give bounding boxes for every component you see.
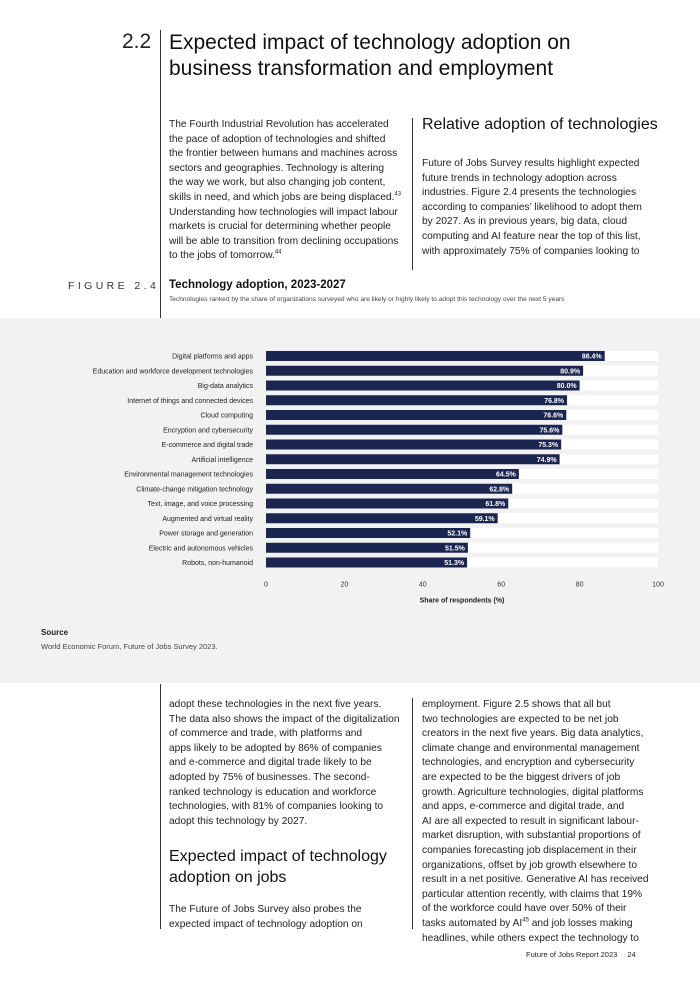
text-line: market disruption, with substantial proportions of — [422, 830, 641, 842]
text-line: AI are all expected to result in significant labour- — [422, 815, 639, 827]
bar — [266, 366, 583, 376]
section-title — [169, 30, 629, 82]
text-line: The data also shows the impact of the digitalization — [169, 713, 400, 725]
page-number: 24 — [627, 950, 636, 959]
text-line: sectors and geographies. Technology is altering — [169, 162, 385, 174]
text-line: creators in the next five years. Big data analytics, — [422, 728, 644, 740]
value-label: 62.8% — [489, 486, 510, 494]
text-line: climate change and environmental management — [422, 742, 640, 754]
text-line: will be able to transition from declining occupations — [169, 235, 399, 247]
bar — [266, 454, 560, 464]
value-label: 80.9% — [560, 368, 581, 376]
text-line: and apps, e-commerce and digital trade, and — [422, 801, 625, 813]
value-label: 51.3% — [444, 560, 465, 568]
figure-subtitle: Technologies ranked by the share of organizations surveyed who are likely or highly likely to adopt this technology over the next 5 years — [169, 296, 565, 303]
text-span: and job losses making — [528, 917, 633, 929]
bar — [266, 351, 605, 361]
heading-line: adoption on jobs — [169, 869, 287, 886]
value-label: 76.8% — [544, 397, 565, 405]
text-line: employment. Figure 2.5 shows that all but — [422, 699, 611, 710]
value-label: 52.1% — [447, 530, 468, 538]
category-label: Climate-change mitigation technology — [136, 486, 253, 494]
category-label: Artificial intelligence — [191, 456, 253, 464]
lower-left-paragraph — [169, 698, 409, 829]
text-line: apps likely to be adopted by 86% of companies — [169, 742, 382, 754]
left-rule — [160, 30, 161, 320]
text-line: of commerce and trade, with platforms and — [169, 728, 363, 740]
category-label: Cloud computing — [200, 412, 253, 420]
bar — [266, 381, 580, 391]
category-label: E-commerce and digital trade — [161, 442, 253, 450]
bar — [266, 395, 567, 405]
text-line: computing and AI feature near the top of this list, — [422, 230, 641, 242]
bar — [266, 469, 519, 479]
text-line: future trends in technology adoption across — [422, 172, 617, 184]
lower-left-paragraph-2 — [169, 903, 409, 932]
bar — [266, 440, 561, 450]
report-name: Future of Jobs Report 2023 — [526, 950, 618, 959]
bar — [266, 410, 566, 420]
category-label: Big-data analytics — [197, 383, 253, 391]
value-label: 86.4% — [581, 353, 602, 361]
source-heading: Source — [41, 628, 69, 637]
value-label: 74.9% — [536, 456, 557, 464]
text-line: adopt this technology by 2027. — [169, 815, 308, 827]
text-line: ranked technology is education and workforce — [169, 786, 377, 798]
left-rule-lower — [160, 684, 161, 929]
category-label: Encryption and cybersecurity — [163, 427, 253, 435]
value-label: 75.6% — [539, 427, 560, 435]
chart-panel — [0, 318, 700, 683]
text-line: markets is crucial for determining whether people — [169, 221, 391, 233]
text-line: particular attention recently, with claims that 19% — [422, 888, 643, 900]
bar — [266, 558, 467, 568]
section-title-line2: business transformation and employment — [169, 57, 554, 80]
category-label: Robots, non-humanoid — [182, 560, 253, 568]
right-paragraph — [422, 157, 662, 259]
text-line: growth. Agriculture technologies, digital platforms — [422, 786, 644, 798]
text-line: by 2027. As in previous years, big data, cloud — [422, 216, 628, 228]
text-line: the frontier between humans and machines across — [169, 148, 398, 160]
text-span: skills in need, and which jobs are being displaced. — [169, 191, 395, 203]
category-label: Power storage and generation — [159, 530, 253, 538]
text-line: adopt these technologies in the next five years. — [169, 699, 382, 710]
section-number: 2.2 — [122, 30, 152, 53]
category-label: Augmented and virtual reality — [162, 515, 253, 523]
bar — [266, 484, 512, 494]
text-line: The Future of Jobs Survey also probes the — [169, 904, 362, 915]
category-label: Electric and autonomous vehicles — [148, 545, 253, 553]
text-span: to the jobs of tomorrow. — [169, 250, 275, 262]
jobs-impact-heading — [169, 846, 387, 888]
text-line — [169, 249, 409, 264]
value-label: 59.1% — [474, 515, 495, 523]
relative-adoption-heading: Relative adoption of technologies — [422, 116, 658, 133]
x-axis-label: Share of respondents (%) — [419, 597, 505, 605]
text-line: result in a net positive. Generative AI has received — [422, 874, 649, 886]
text-span: tasks automated by AI — [422, 917, 523, 929]
text-line: are expected to be the biggest drivers of job — [422, 771, 621, 783]
text-line: according to companies’ likelihood to adopt them — [422, 201, 642, 213]
text-line: the way we work, but also changing job content, — [169, 177, 386, 189]
x-tick-label: 40 — [418, 581, 427, 589]
text-line: adopted by 75% of businesses. The second- — [169, 771, 370, 783]
x-tick-label: 100 — [652, 581, 664, 589]
category-label: Environmental management technologies — [124, 471, 253, 479]
text-line: with approximately 75% of companies looking to — [422, 245, 640, 257]
text-line: of the workforce could have over 50% of their — [422, 903, 627, 915]
text-line: industries. Figure 2.4 presents the technologies — [422, 187, 637, 199]
x-tick-label: 20 — [340, 581, 349, 589]
text-line: two technologies are expected to be net job — [422, 713, 619, 725]
footnote-ref[interactable]: 45 — [522, 917, 529, 924]
footnote-ref[interactable]: 44 — [274, 249, 282, 256]
category-label: Text, image, and voice processing — [147, 501, 253, 509]
category-label: Education and workforce development technologies — [92, 368, 253, 376]
section-title-line1: Expected impact of technology adoption on — [169, 31, 571, 54]
figure-label: FIGURE 2.4 — [68, 280, 160, 292]
value-label: 80.0% — [556, 383, 577, 391]
value-label: 61.8% — [485, 501, 506, 509]
bar-chart — [0, 318, 700, 683]
bar — [266, 528, 470, 538]
text-line: technologies, with 81% of companies looking to — [169, 801, 384, 813]
text-line: expected impact of technology adoption on — [169, 918, 363, 930]
page-footer — [526, 950, 636, 959]
text-line: and e-commerce and digital trade likely to be — [169, 757, 372, 769]
lower-right-paragraph — [422, 698, 667, 946]
value-label: 51.5% — [445, 545, 465, 553]
text-line: companies forecasting job displacement in their — [422, 844, 637, 856]
heading-line: Expected impact of technology — [169, 848, 387, 865]
bar — [266, 425, 562, 435]
column-rule-lower — [412, 698, 413, 929]
category-label: Digital platforms and apps — [172, 353, 253, 361]
text-line — [422, 917, 667, 932]
footnote-ref[interactable]: 43 — [394, 191, 402, 198]
column-rule — [412, 118, 413, 270]
bar — [266, 499, 508, 509]
value-label: 64.5% — [495, 471, 516, 479]
text-line: Understanding how technologies will impact labour — [169, 206, 398, 218]
text-line: headlines, while others expect the technology to — [422, 932, 639, 944]
text-line: technologies, and encryption and cybersecurity — [422, 757, 635, 769]
text-line: the pace of adoption of technologies and shifted — [169, 133, 386, 145]
text-line: Future of Jobs Survey results highlight expected — [422, 158, 640, 169]
value-label: 76.6% — [543, 412, 564, 420]
bar — [266, 543, 468, 553]
value-label: 75.3% — [538, 442, 559, 450]
text-line: The Fourth Industrial Revolution has accelerated — [169, 119, 389, 130]
source-text: World Economic Forum, Future of Jobs Survey 2023. — [41, 642, 218, 651]
text-line: organizations, offset by job growth elsewhere to — [422, 859, 638, 871]
x-tick-label: 60 — [497, 581, 506, 589]
bar — [266, 513, 498, 523]
x-tick-label: 80 — [575, 581, 584, 589]
intro-paragraph — [169, 118, 409, 264]
text-line — [169, 191, 409, 206]
x-tick-label: 0 — [264, 581, 268, 589]
figure-title: Technology adoption, 2023-2027 — [169, 279, 346, 291]
category-label: Internet of things and connected devices — [127, 397, 253, 405]
